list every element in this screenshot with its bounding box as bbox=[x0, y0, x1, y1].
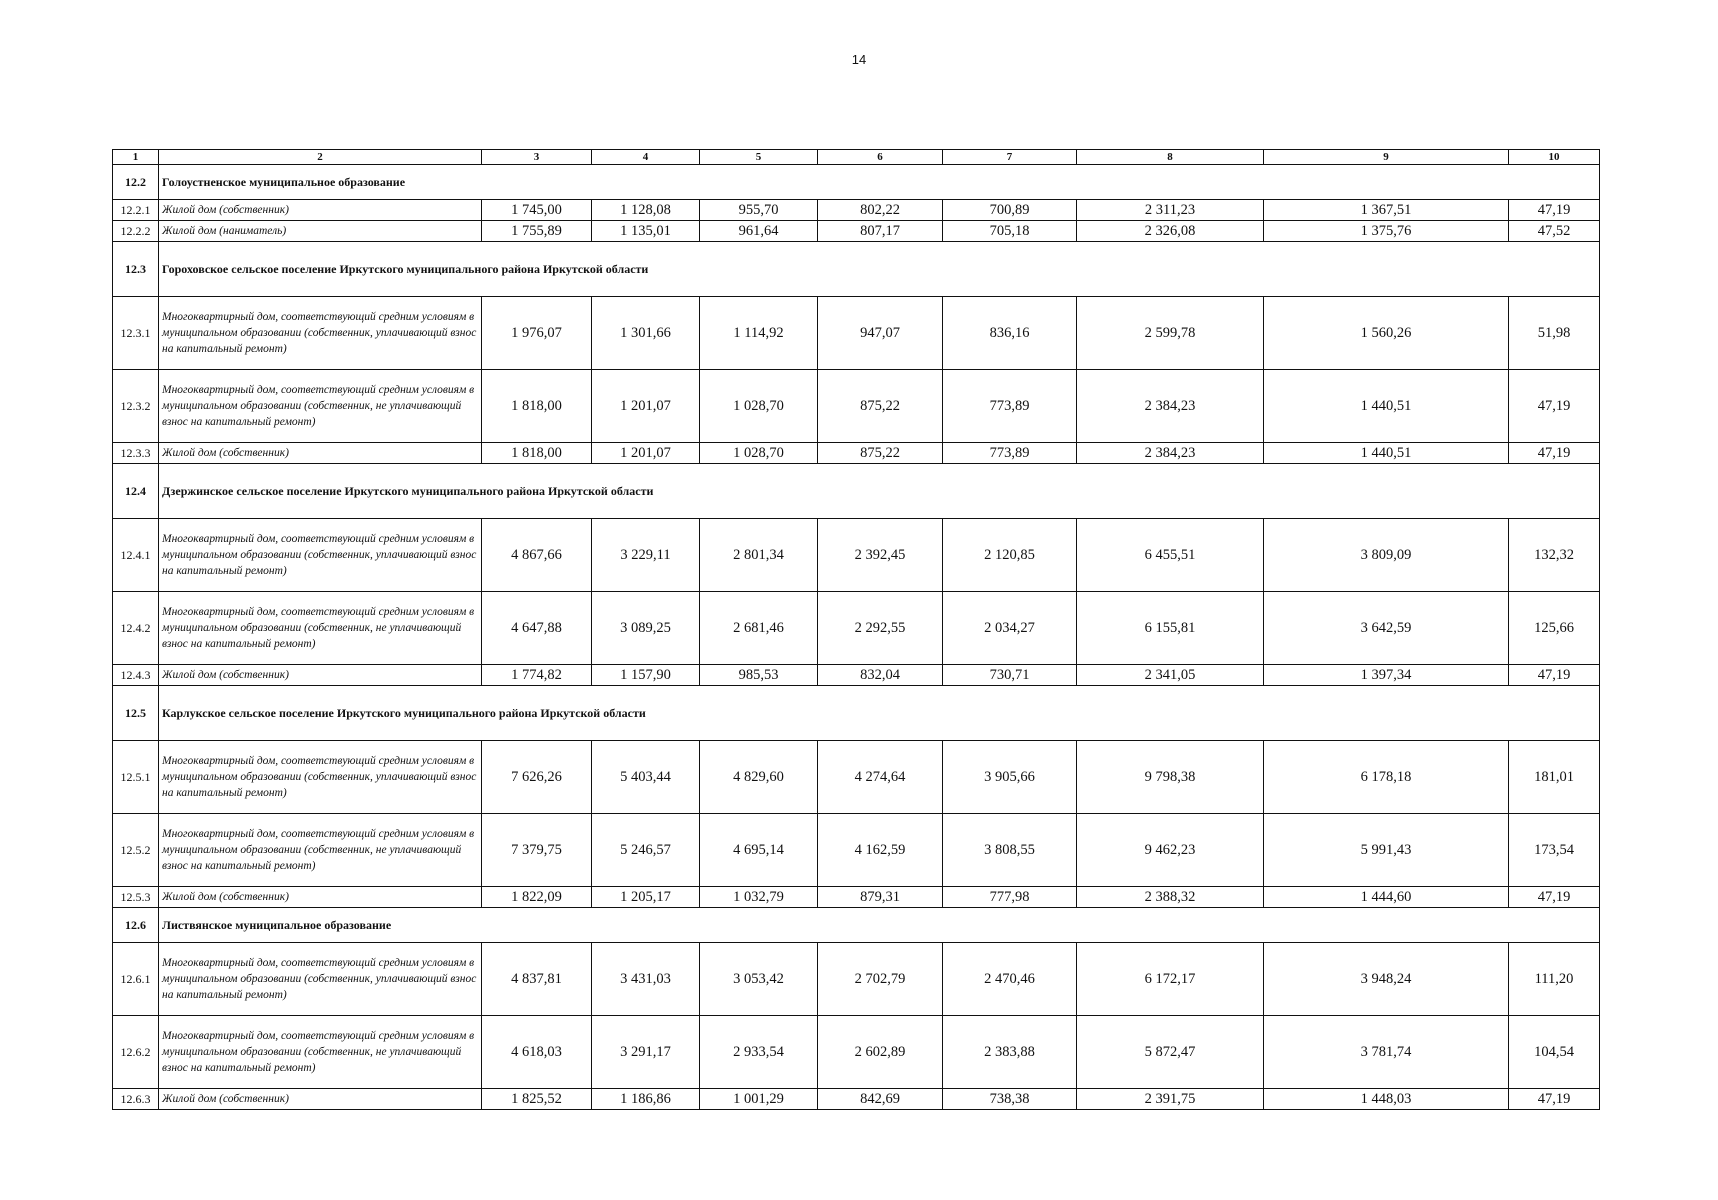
column-header: 1 bbox=[113, 150, 159, 165]
value-cell: 2 384,23 bbox=[1077, 443, 1264, 464]
row-code: 12.3.1 bbox=[113, 297, 159, 370]
value-cell: 1 774,82 bbox=[482, 665, 592, 686]
value-cell: 1 825,52 bbox=[482, 1089, 592, 1110]
section-code: 12.5 bbox=[113, 686, 159, 741]
value-cell: 47,19 bbox=[1509, 200, 1600, 221]
value-cell: 2 120,85 bbox=[943, 519, 1077, 592]
value-cell: 2 470,46 bbox=[943, 943, 1077, 1016]
value-cell: 2 341,05 bbox=[1077, 665, 1264, 686]
value-cell: 1 367,51 bbox=[1264, 200, 1509, 221]
section-row bbox=[113, 464, 1600, 519]
column-header-row bbox=[113, 150, 1600, 165]
value-cell: 2 326,08 bbox=[1077, 221, 1264, 242]
table-row bbox=[113, 1089, 1600, 1110]
value-cell: 4 162,59 bbox=[818, 814, 943, 887]
column-header: 6 bbox=[818, 150, 943, 165]
table-row bbox=[113, 297, 1600, 370]
value-cell: 47,19 bbox=[1509, 1089, 1600, 1110]
value-cell: 2 383,88 bbox=[943, 1016, 1077, 1089]
value-cell: 173,54 bbox=[1509, 814, 1600, 887]
value-cell: 700,89 bbox=[943, 200, 1077, 221]
row-description: Жилой дом (собственник) bbox=[159, 1089, 482, 1110]
value-cell: 1 201,07 bbox=[592, 443, 700, 464]
value-cell: 47,19 bbox=[1509, 887, 1600, 908]
value-cell: 1 205,17 bbox=[592, 887, 700, 908]
section-row bbox=[113, 686, 1600, 741]
value-cell: 4 647,88 bbox=[482, 592, 592, 665]
value-cell: 4 695,14 bbox=[700, 814, 818, 887]
row-description: Жилой дом (собственник) bbox=[159, 887, 482, 908]
value-cell: 3 781,74 bbox=[1264, 1016, 1509, 1089]
value-cell: 47,19 bbox=[1509, 665, 1600, 686]
table-row bbox=[113, 887, 1600, 908]
section-title: Карлукское сельское поселение Иркутского муниципального района Иркутской области bbox=[159, 686, 1600, 741]
value-cell: 3 809,09 bbox=[1264, 519, 1509, 592]
value-cell: 1 444,60 bbox=[1264, 887, 1509, 908]
row-code: 12.2.1 bbox=[113, 200, 159, 221]
value-cell: 773,89 bbox=[943, 443, 1077, 464]
row-code: 12.5.3 bbox=[113, 887, 159, 908]
value-cell: 961,64 bbox=[700, 221, 818, 242]
value-cell: 3 291,17 bbox=[592, 1016, 700, 1089]
table-body bbox=[113, 150, 1600, 1110]
value-cell: 4 618,03 bbox=[482, 1016, 592, 1089]
value-cell: 773,89 bbox=[943, 370, 1077, 443]
value-cell: 832,04 bbox=[818, 665, 943, 686]
value-cell: 2 602,89 bbox=[818, 1016, 943, 1089]
value-cell: 1 028,70 bbox=[700, 370, 818, 443]
column-header: 9 bbox=[1264, 150, 1509, 165]
table-row bbox=[113, 443, 1600, 464]
value-cell: 1 397,34 bbox=[1264, 665, 1509, 686]
value-cell: 4 829,60 bbox=[700, 741, 818, 814]
row-description: Многоквартирный дом, соответствующий средним условиям в муниципальном образовании (собственник, уплачивающий взнос на капитальный ремонт) bbox=[159, 943, 482, 1016]
value-cell: 3 808,55 bbox=[943, 814, 1077, 887]
value-cell: 1 186,86 bbox=[592, 1089, 700, 1110]
value-cell: 875,22 bbox=[818, 443, 943, 464]
row-description: Многоквартирный дом, соответствующий средним условиям в муниципальном образовании (собственник, уплачивающий взнос на капитальный ремонт) bbox=[159, 519, 482, 592]
value-cell: 955,70 bbox=[700, 200, 818, 221]
section-title: Дзержинское сельское поселение Иркутского муниципального района Иркутской области bbox=[159, 464, 1600, 519]
value-cell: 1 114,92 bbox=[700, 297, 818, 370]
table-row bbox=[113, 519, 1600, 592]
value-cell: 6 155,81 bbox=[1077, 592, 1264, 665]
value-cell: 6 455,51 bbox=[1077, 519, 1264, 592]
row-code: 12.6.1 bbox=[113, 943, 159, 1016]
table-row bbox=[113, 592, 1600, 665]
value-cell: 1 157,90 bbox=[592, 665, 700, 686]
value-cell: 3 053,42 bbox=[700, 943, 818, 1016]
value-cell: 1 448,03 bbox=[1264, 1089, 1509, 1110]
row-description: Многоквартирный дом, соответствующий средним условиям в муниципальном образовании (собственник, не уплачивающий взнос на капитальный ремонт) bbox=[159, 1016, 482, 1089]
value-cell: 3 431,03 bbox=[592, 943, 700, 1016]
value-cell: 1 032,79 bbox=[700, 887, 818, 908]
value-cell: 1 440,51 bbox=[1264, 443, 1509, 464]
value-cell: 9 798,38 bbox=[1077, 741, 1264, 814]
column-header: 2 bbox=[159, 150, 482, 165]
value-cell: 4 274,64 bbox=[818, 741, 943, 814]
section-code: 12.3 bbox=[113, 242, 159, 297]
row-code: 12.4.3 bbox=[113, 665, 159, 686]
value-cell: 738,38 bbox=[943, 1089, 1077, 1110]
value-cell: 1 201,07 bbox=[592, 370, 700, 443]
value-cell: 2 933,54 bbox=[700, 1016, 818, 1089]
value-cell: 777,98 bbox=[943, 887, 1077, 908]
value-cell: 132,32 bbox=[1509, 519, 1600, 592]
row-description: Многоквартирный дом, соответствующий средним условиям в муниципальном образовании (собственник, не уплачивающий взнос на капитальный ремонт) bbox=[159, 370, 482, 443]
value-cell: 4 837,81 bbox=[482, 943, 592, 1016]
table-row bbox=[113, 221, 1600, 242]
value-cell: 842,69 bbox=[818, 1089, 943, 1110]
section-title: Гороховское сельское поселение Иркутского муниципального района Иркутской области bbox=[159, 242, 1600, 297]
value-cell: 1 560,26 bbox=[1264, 297, 1509, 370]
value-cell: 1 001,29 bbox=[700, 1089, 818, 1110]
table-row bbox=[113, 741, 1600, 814]
column-header: 5 bbox=[700, 150, 818, 165]
value-cell: 5 872,47 bbox=[1077, 1016, 1264, 1089]
value-cell: 111,20 bbox=[1509, 943, 1600, 1016]
value-cell: 125,66 bbox=[1509, 592, 1600, 665]
row-description: Жилой дом (наниматель) bbox=[159, 221, 482, 242]
value-cell: 5 403,44 bbox=[592, 741, 700, 814]
section-title: Листвянское муниципальное образование bbox=[159, 908, 1600, 943]
value-cell: 1 028,70 bbox=[700, 443, 818, 464]
value-cell: 1 818,00 bbox=[482, 443, 592, 464]
value-cell: 2 391,75 bbox=[1077, 1089, 1264, 1110]
table-row bbox=[113, 200, 1600, 221]
value-cell: 2 801,34 bbox=[700, 519, 818, 592]
value-cell: 7 379,75 bbox=[482, 814, 592, 887]
value-cell: 3 229,11 bbox=[592, 519, 700, 592]
table-row bbox=[113, 665, 1600, 686]
value-cell: 104,54 bbox=[1509, 1016, 1600, 1089]
value-cell: 875,22 bbox=[818, 370, 943, 443]
value-cell: 3 948,24 bbox=[1264, 943, 1509, 1016]
section-title: Голоустненское муниципальное образование bbox=[159, 165, 1600, 200]
value-cell: 836,16 bbox=[943, 297, 1077, 370]
section-row bbox=[113, 242, 1600, 297]
column-header: 4 bbox=[592, 150, 700, 165]
value-cell: 3 642,59 bbox=[1264, 592, 1509, 665]
row-code: 12.3.3 bbox=[113, 443, 159, 464]
row-description: Жилой дом (собственник) bbox=[159, 665, 482, 686]
value-cell: 2 599,78 bbox=[1077, 297, 1264, 370]
value-cell: 181,01 bbox=[1509, 741, 1600, 814]
section-code: 12.2 bbox=[113, 165, 159, 200]
value-cell: 2 292,55 bbox=[818, 592, 943, 665]
column-header: 8 bbox=[1077, 150, 1264, 165]
value-cell: 1 375,76 bbox=[1264, 221, 1509, 242]
tariff-table bbox=[112, 149, 1600, 1110]
table-row bbox=[113, 1016, 1600, 1089]
value-cell: 3 089,25 bbox=[592, 592, 700, 665]
row-code: 12.4.2 bbox=[113, 592, 159, 665]
value-cell: 2 311,23 bbox=[1077, 200, 1264, 221]
column-header: 3 bbox=[482, 150, 592, 165]
row-description: Многоквартирный дом, соответствующий средним условиям в муниципальном образовании (собственник, уплачивающий взнос на капитальный ремонт) bbox=[159, 297, 482, 370]
value-cell: 2 392,45 bbox=[818, 519, 943, 592]
table-row bbox=[113, 814, 1600, 887]
value-cell: 2 034,27 bbox=[943, 592, 1077, 665]
value-cell: 2 384,23 bbox=[1077, 370, 1264, 443]
row-code: 12.2.2 bbox=[113, 221, 159, 242]
row-description: Жилой дом (собственник) bbox=[159, 200, 482, 221]
row-code: 12.5.2 bbox=[113, 814, 159, 887]
row-description: Многоквартирный дом, соответствующий средним условиям в муниципальном образовании (собственник, не уплачивающий взнос на капитальный ремонт) bbox=[159, 814, 482, 887]
value-cell: 1 301,66 bbox=[592, 297, 700, 370]
section-code: 12.4 bbox=[113, 464, 159, 519]
value-cell: 51,98 bbox=[1509, 297, 1600, 370]
page-number: 14 bbox=[851, 52, 867, 67]
value-cell: 1 822,09 bbox=[482, 887, 592, 908]
value-cell: 802,22 bbox=[818, 200, 943, 221]
row-code: 12.5.1 bbox=[113, 741, 159, 814]
row-description: Жилой дом (собственник) bbox=[159, 443, 482, 464]
row-description: Многоквартирный дом, соответствующий средним условиям в муниципальном образовании (собственник, не уплачивающий взнос на капитальный ремонт) bbox=[159, 592, 482, 665]
value-cell: 1 440,51 bbox=[1264, 370, 1509, 443]
value-cell: 730,71 bbox=[943, 665, 1077, 686]
column-header: 10 bbox=[1509, 150, 1600, 165]
section-row bbox=[113, 165, 1600, 200]
value-cell: 1 128,08 bbox=[592, 200, 700, 221]
value-cell: 6 172,17 bbox=[1077, 943, 1264, 1016]
value-cell: 9 462,23 bbox=[1077, 814, 1264, 887]
value-cell: 1 976,07 bbox=[482, 297, 592, 370]
row-code: 12.6.3 bbox=[113, 1089, 159, 1110]
table-row bbox=[113, 370, 1600, 443]
section-row bbox=[113, 908, 1600, 943]
value-cell: 47,52 bbox=[1509, 221, 1600, 242]
value-cell: 879,31 bbox=[818, 887, 943, 908]
value-cell: 3 905,66 bbox=[943, 741, 1077, 814]
row-code: 12.6.2 bbox=[113, 1016, 159, 1089]
value-cell: 7 626,26 bbox=[482, 741, 592, 814]
value-cell: 1 745,00 bbox=[482, 200, 592, 221]
row-description: Многоквартирный дом, соответствующий средним условиям в муниципальном образовании (собственник, уплачивающий взнос на капитальный ремонт) bbox=[159, 741, 482, 814]
section-code: 12.6 bbox=[113, 908, 159, 943]
value-cell: 47,19 bbox=[1509, 370, 1600, 443]
value-cell: 4 867,66 bbox=[482, 519, 592, 592]
value-cell: 5 991,43 bbox=[1264, 814, 1509, 887]
row-code: 12.4.1 bbox=[113, 519, 159, 592]
value-cell: 1 755,89 bbox=[482, 221, 592, 242]
value-cell: 1 818,00 bbox=[482, 370, 592, 443]
value-cell: 2 702,79 bbox=[818, 943, 943, 1016]
value-cell: 985,53 bbox=[700, 665, 818, 686]
value-cell: 5 246,57 bbox=[592, 814, 700, 887]
value-cell: 47,19 bbox=[1509, 443, 1600, 464]
value-cell: 6 178,18 bbox=[1264, 741, 1509, 814]
column-header: 7 bbox=[943, 150, 1077, 165]
value-cell: 705,18 bbox=[943, 221, 1077, 242]
row-code: 12.3.2 bbox=[113, 370, 159, 443]
value-cell: 947,07 bbox=[818, 297, 943, 370]
value-cell: 2 681,46 bbox=[700, 592, 818, 665]
value-cell: 1 135,01 bbox=[592, 221, 700, 242]
table-row bbox=[113, 943, 1600, 1016]
value-cell: 2 388,32 bbox=[1077, 887, 1264, 908]
value-cell: 807,17 bbox=[818, 221, 943, 242]
